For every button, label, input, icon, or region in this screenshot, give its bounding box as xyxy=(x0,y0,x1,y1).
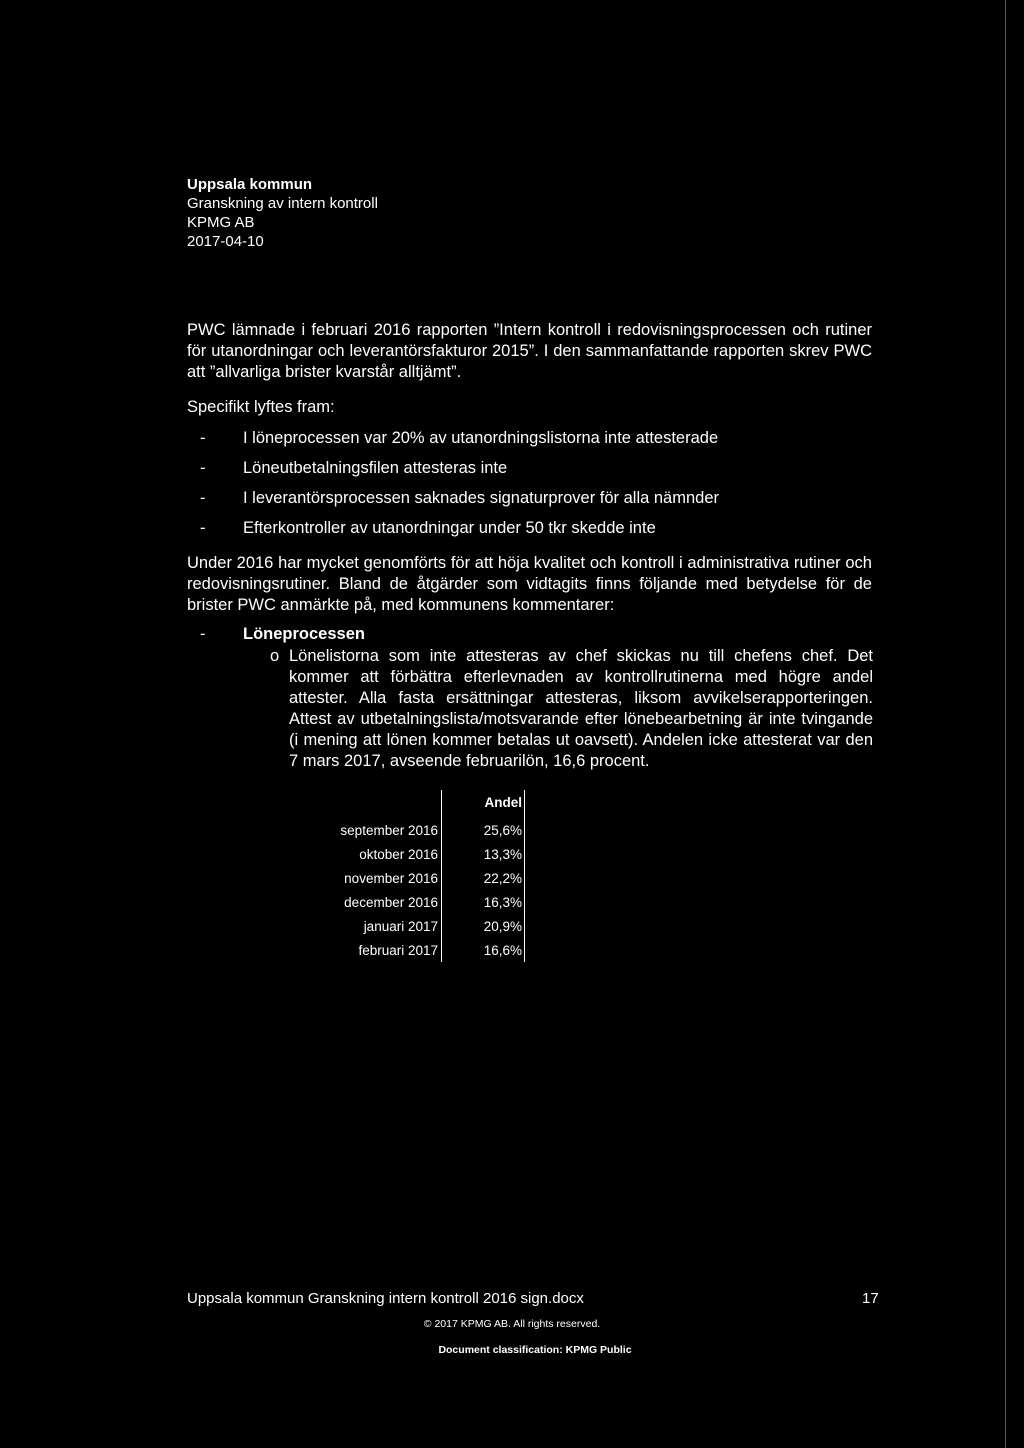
intro-text: PWC lämnade i februari 2016 rapporten ”Intern kontroll i redovisningsprocessen och rutiner för utanordningar och leverantörsfakturor 2015”. I den sammanfattande rapporten skrev PWC att ”allvarliga brister kvarstår alltjämt”. xyxy=(187,321,872,381)
sub-item xyxy=(270,646,873,772)
list-item xyxy=(200,488,860,518)
table-cell-value: 20,9% xyxy=(483,919,522,934)
table-row xyxy=(300,868,530,890)
findings-list xyxy=(200,428,860,548)
header-date: 2017-04-10 xyxy=(187,233,264,250)
table-cell-value: 25,6% xyxy=(483,823,522,838)
section-heading xyxy=(200,624,365,645)
dash-marker: - xyxy=(200,625,206,643)
list-item xyxy=(200,518,860,548)
column-header-andel: Andel xyxy=(484,795,522,810)
table-cell-month: september 2016 xyxy=(340,823,438,838)
header-org: Uppsala kommun xyxy=(187,176,313,193)
footer-document-name: Uppsala kommun Granskning intern kontroll 2016 sign.docx xyxy=(187,1290,584,1307)
table-row xyxy=(300,916,530,938)
list-item-text: Löneutbetalningsfilen attesteras inte xyxy=(243,459,508,477)
attest-table xyxy=(300,790,530,970)
header-title: Granskning av intern kontroll xyxy=(187,195,378,212)
list-item-text: I leverantörsprocessen saknades signaturprover för alla nämnder xyxy=(243,489,720,507)
list-item-text: Efterkontroller av utanordningar under 50 tkr skedde inte xyxy=(243,519,656,537)
table-cell-month: november 2016 xyxy=(344,871,438,886)
table-cell-value: 16,3% xyxy=(483,895,522,910)
table-row xyxy=(300,844,530,866)
dash-marker: - xyxy=(200,429,206,447)
table-row xyxy=(300,940,530,962)
sub-item-text: Lönelistorna som inte attesteras av chef skickas nu till chefens chef. Det kommer att förbättra efterlevnaden av kontrollrutinerna med högre andel attester. Alla fasta ersättningar attesteras, liksom avvikelserapporteringen. Attest av utbetalningslista/motsvarande efter lönebearbetning är inte tvingande (i mening att lönen kommer betalas ut oavsett). Andelen icke attesterat var den 7 mars 2017, avseende februarilön, 16,6 procent. xyxy=(289,647,873,770)
measures-paragraph: Under 2016 har mycket genomförts för att höja kvalitet och kontroll i administrativa rutiner och redovisningsrutiner. Bland de åtgärder som vidtagits finns följande med betydelse för de brister PWC anmärkte på, med kommunens kommentarer: xyxy=(187,554,872,614)
table-cell-value: 16,6% xyxy=(483,943,522,958)
footer-classification: Document classification: KPMG Public xyxy=(438,1344,632,1356)
header-firm: KPMG AB xyxy=(187,214,255,231)
table-row xyxy=(300,892,530,914)
dash-marker: - xyxy=(200,489,206,507)
list-item xyxy=(200,428,860,458)
list-item xyxy=(200,458,860,488)
table-cell-month: oktober 2016 xyxy=(359,847,438,862)
dash-marker: - xyxy=(200,459,206,477)
intro-paragraph xyxy=(187,320,872,383)
circle-marker: o xyxy=(270,647,280,665)
table-cell-month: januari 2017 xyxy=(363,919,438,934)
section-heading-text: Löneprocessen xyxy=(243,625,365,643)
table-cell-value: 13,3% xyxy=(483,847,522,862)
page-number: 17 xyxy=(862,1290,879,1307)
table-row xyxy=(300,820,530,842)
list-item-text: I löneprocessen var 20% av utanordningslistorna inte attesterade xyxy=(243,429,719,447)
specifikt-label: Specifikt lyftes fram: xyxy=(187,398,335,416)
table-cell-month: februari 2017 xyxy=(358,943,438,958)
dash-marker: - xyxy=(200,519,206,537)
page-header xyxy=(187,175,378,251)
table-cell-value: 22,2% xyxy=(483,871,522,886)
table-cell-month: december 2016 xyxy=(344,895,438,910)
footer-copyright: © 2017 KPMG AB. All rights reserved. xyxy=(423,1318,601,1330)
